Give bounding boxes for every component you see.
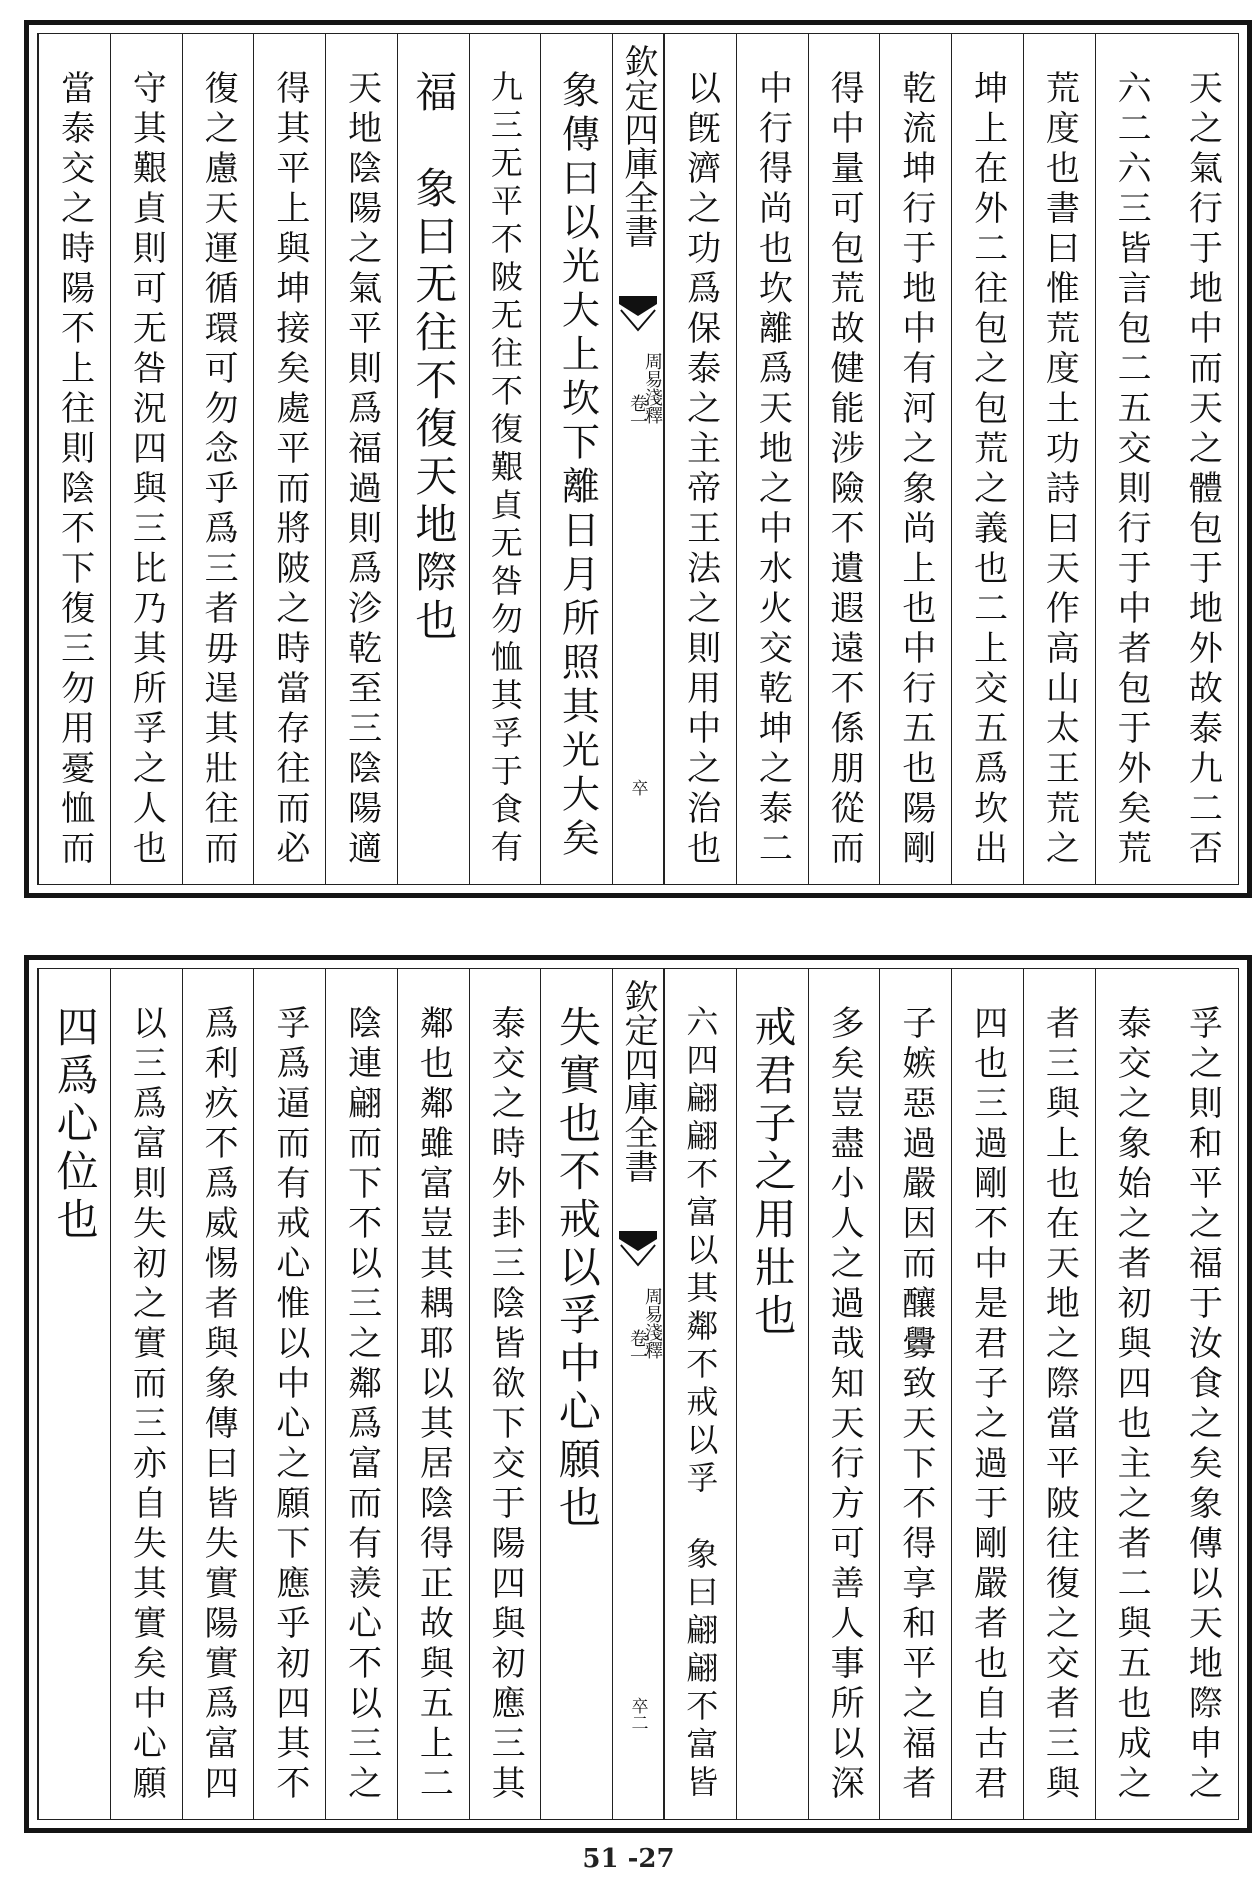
text-column: [253, 34, 325, 884]
book-title: 周易淺釋: [642, 1287, 663, 1359]
column-text: 爲利疚不爲威惕者與象傳曰皆失實陽實爲富四: [198, 1005, 239, 1805]
text-column: [397, 969, 469, 1819]
text-column: [1095, 969, 1167, 1819]
column-text: 中行得尚也坎離爲天地之中水火交乾坤之泰二: [752, 70, 793, 870]
book-series-title: 欽定四庫全書: [618, 44, 658, 248]
volume-label: 卷一: [627, 394, 648, 430]
text-column: [879, 34, 951, 884]
page-frame-lower: [24, 955, 1252, 1833]
text-column: [879, 969, 951, 1819]
text-column: [253, 969, 325, 1819]
text-column: [540, 969, 612, 1819]
text-column: [110, 34, 182, 884]
column-text: 子嫉惡過嚴因而釀釁致天下不得享和平之福者: [895, 1005, 936, 1805]
text-column: [951, 34, 1023, 884]
column-text: 守其艱貞則可无咎況四與三比乃其所孚之人也: [126, 70, 167, 870]
text-column: [808, 969, 880, 1819]
volume-label: 卷一: [627, 1329, 648, 1365]
column-text: 泰交之象始之者初與四也主之者二與五也成之: [1111, 1005, 1152, 1805]
text-column: [38, 34, 110, 884]
column-text: 復之慮天運循環可勿念乎爲三者毋逞其壯往而: [198, 70, 239, 870]
center-heading-strip: [612, 34, 664, 884]
text-column: [38, 969, 110, 1819]
book-title: 周易淺釋: [642, 352, 663, 424]
text-column: [469, 34, 541, 884]
column-text: 以旣濟之功爲保泰之主帝王法之則用中之治也: [680, 70, 721, 870]
page-frame-upper: [24, 20, 1252, 898]
text-column: [808, 34, 880, 884]
text-column: [469, 969, 541, 1819]
text-column: [664, 969, 736, 1819]
text-area-upper: [37, 33, 1239, 885]
column-text: 福 象曰无往不復天地際也: [409, 70, 459, 646]
text-column: [325, 34, 397, 884]
column-text: 六二六三皆言包二五交則行于中者包于外矣荒: [1111, 70, 1152, 870]
column-text: 得其平上與坤接矣處平而將陂之時當存往而必: [269, 70, 310, 870]
column-text: 得中量可包荒故健能涉險不遺遐遠不係朋從而: [824, 70, 865, 870]
text-column: [1166, 34, 1238, 884]
column-text: 孚之則和平之福于汝食之矣象傳以天地際申之: [1182, 1005, 1223, 1805]
column-text: 孚爲逼而有戒心惟以中心之願下應乎初四其不: [269, 1005, 310, 1805]
text-column: [736, 969, 808, 1819]
column-text: 坤上在外二往包之包荒之義也二上交五爲坎出: [967, 70, 1008, 870]
column-text: 四也三過剛不中是君子之過于剛嚴者也自古君: [967, 1005, 1008, 1805]
page-number: 51 -27: [582, 1844, 675, 1874]
column-text: 乾流坤行于地中有河之象尚上也中行五也陽剛: [895, 70, 936, 870]
column-text: 多矣豈盡小人之過哉知天行方可善人事所以深: [824, 1005, 865, 1805]
text-column: [182, 969, 254, 1819]
text-column: [325, 969, 397, 1819]
text-column: [1166, 969, 1238, 1819]
column-text: 天地陰陽之氣平則爲福過則爲沴乾至三陰陽適: [341, 70, 382, 870]
text-column: [1023, 34, 1095, 884]
text-column: [736, 34, 808, 884]
center-heading-strip: [612, 969, 664, 1819]
column-text: 四爲心位也: [50, 1005, 100, 1245]
column-text: 九三无平不陂无往不復艱貞无咎勿恤其孚于食有: [485, 70, 524, 868]
column-text: 戒君子之用壯也: [748, 1005, 798, 1341]
column-text: 象傳曰以光大上坎下離日月所照其光大矣: [555, 70, 600, 862]
text-column: [182, 34, 254, 884]
text-column: [110, 969, 182, 1819]
text-column: [1023, 969, 1095, 1819]
text-column: [1095, 34, 1167, 884]
fishtail-mark-icon: [619, 296, 657, 334]
text-column: [951, 969, 1023, 1819]
fishtail-mark-icon: [619, 1231, 657, 1269]
column-text: 陰連翩而下不以三之鄰爲富而有羨心不以三之: [341, 1005, 382, 1805]
text-column: [397, 34, 469, 884]
column-text: 以三爲富則失初之實而三亦自失其實矣中心願: [126, 1005, 167, 1805]
folio-label: 卒: [627, 779, 648, 796]
text-area-lower: [37, 968, 1239, 1820]
folio-label: 卒二: [627, 1697, 648, 1731]
column-text: 鄰也鄰雖富豈其耦耶以其居陰得正故與五上二: [413, 1005, 454, 1805]
column-text: 者三與上也在天地之際當平陂往復之交者三與: [1039, 1005, 1080, 1805]
column-text: 六四翩翩不富以其鄰不戒以孚 象曰翩翩不富皆: [681, 1005, 720, 1803]
book-series-title: 欽定四庫全書: [618, 979, 658, 1183]
column-text: 當泰交之時陽不上往則陰不下復三勿用憂恤而: [54, 70, 95, 870]
column-text: 失實也不戒以孚中心願也: [552, 1005, 602, 1533]
column-text: 泰交之時外卦三陰皆欲下交于陽四與初應三其: [485, 1005, 526, 1805]
column-text: 天之氣行于地中而天之體包于地外故泰九二否: [1182, 70, 1223, 870]
text-column: [664, 34, 736, 884]
column-text: 荒度也書曰惟荒度土功詩曰天作高山太王荒之: [1039, 70, 1080, 870]
text-column: [540, 34, 612, 884]
